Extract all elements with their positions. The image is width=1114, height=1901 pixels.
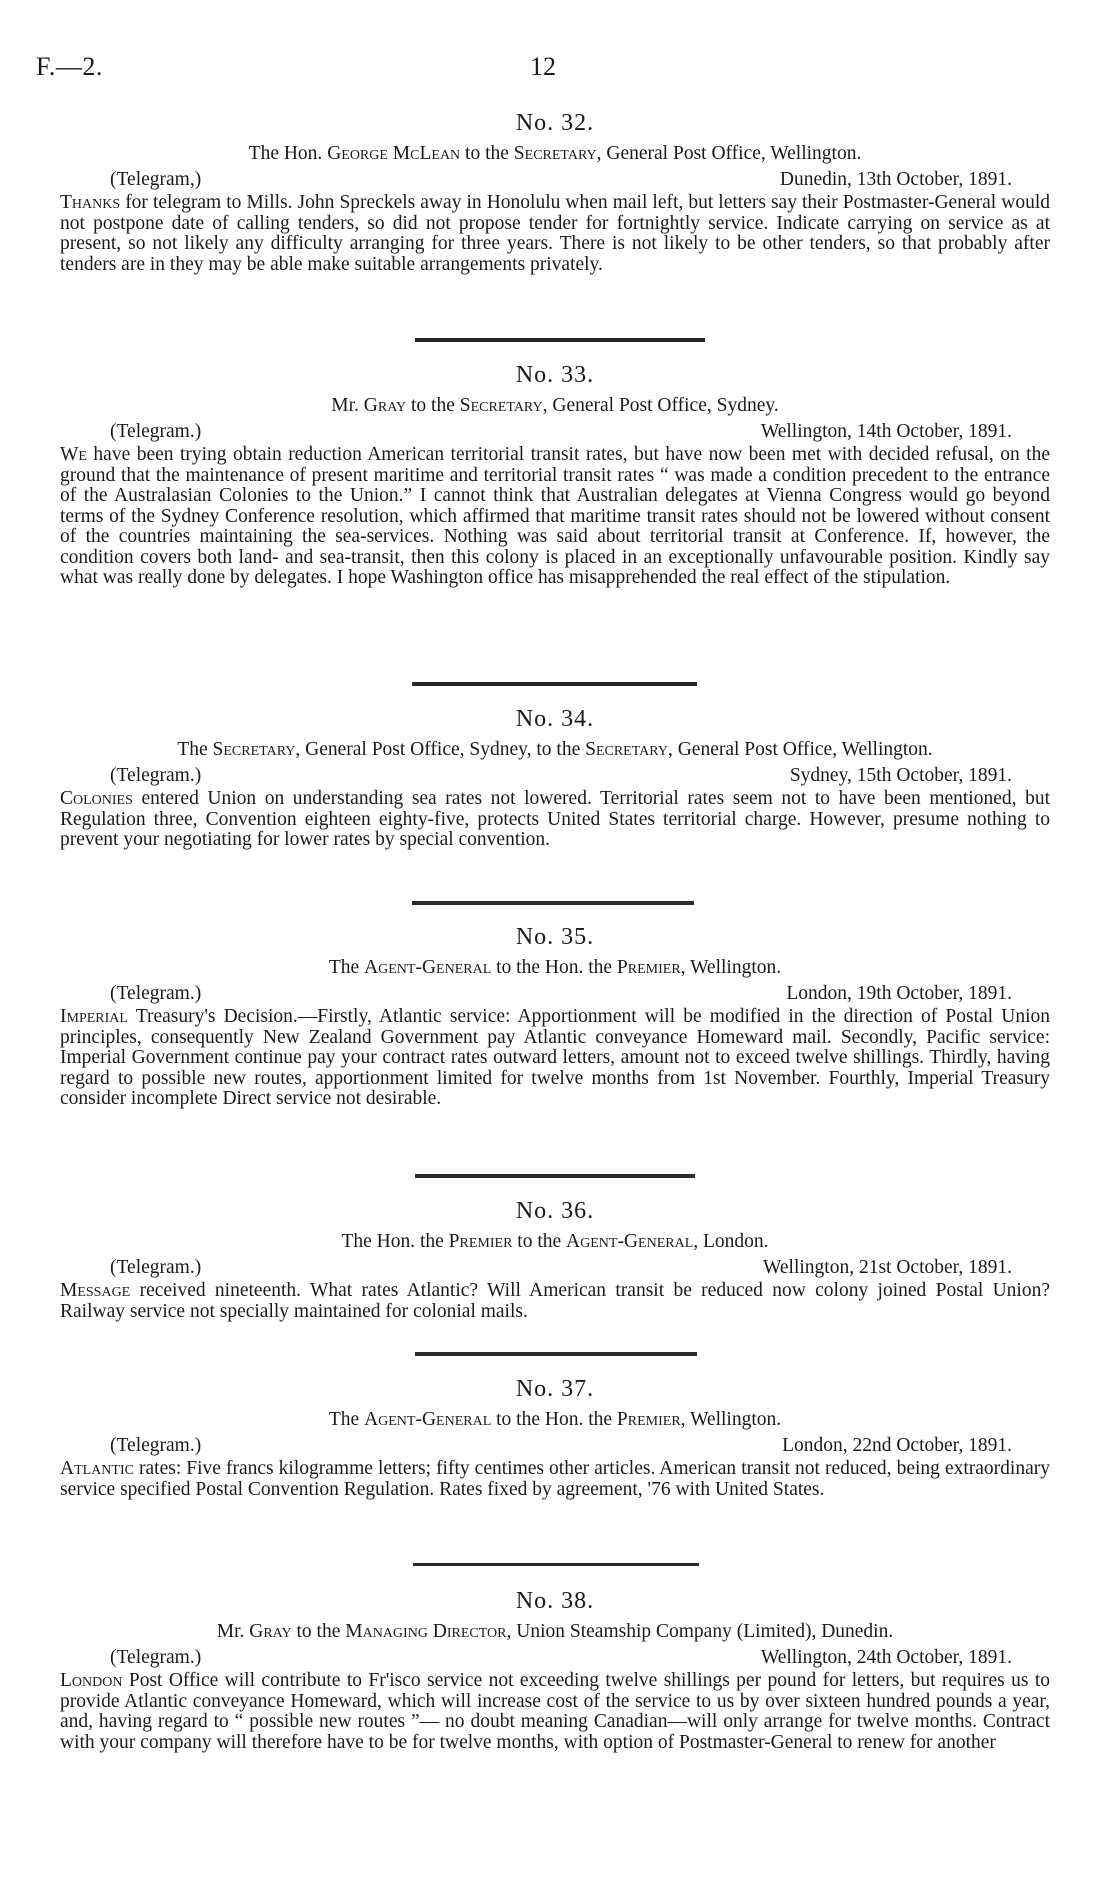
place-date: Dunedin, 13th October, 1891. xyxy=(779,169,1012,190)
telegram-number: No. 36. xyxy=(515,1198,595,1224)
telegram-number: No. 32. xyxy=(515,110,595,136)
telegram-number: No. 33. xyxy=(515,362,595,388)
telegram-correspondents: The Agent-General to the Hon. the Premier, Wellington. xyxy=(328,1409,782,1430)
telegram-label: (Telegram.) xyxy=(110,1257,202,1278)
section-divider xyxy=(415,1352,697,1356)
telegram-section-36 xyxy=(60,1198,1050,1322)
telegram-body: London Post Office will contribute to Fr'isco service not exceeding twelve shillings per pound for letters, but requires us to provide Atlantic conveyance Homeward, which will increase cost of the service to us by over sixteen hundred pounds a year, and, having regard to “ possible new routes ”— no doubt meaning Canadian—will only arrange for twelve months. Contract with your company will therefore have to be for twelve months, with option of Postmaster-General to renew for another xyxy=(60,1670,1050,1753)
telegram-section-35 xyxy=(60,924,1050,1110)
place-date: Wellington, 21st October, 1891. xyxy=(763,1257,1012,1278)
telegram-correspondents: The Secretary, General Post Office, Sydney, to the Secretary, General Post Office, Wellington. xyxy=(177,739,933,760)
telegram-meta xyxy=(60,421,1050,443)
telegram-section-38 xyxy=(60,1588,1050,1753)
telegram-section-34 xyxy=(60,706,1050,851)
page-number: 12 xyxy=(530,52,556,81)
telegram-meta xyxy=(60,765,1050,787)
telegram-correspondents: The Hon. George McLean to the Secretary, General Post Office, Wellington. xyxy=(248,143,862,164)
telegram-body: Message received nineteenth. What rates Atlantic? Will American transit be reduced now colony joined Postal Union? Railway service not specially maintained for colonial mails. xyxy=(60,1280,1050,1322)
telegram-meta xyxy=(60,983,1050,1005)
telegram-meta xyxy=(60,1435,1050,1457)
section-divider xyxy=(415,338,705,342)
section-divider xyxy=(412,901,694,905)
telegram-label: (Telegram.) xyxy=(110,1647,202,1668)
telegram-correspondents: Mr. Gray to the Managing Director, Union Steamship Company (Limited), Dunedin. xyxy=(216,1621,894,1642)
telegram-correspondents: Mr. Gray to the Secretary, General Post Office, Sydney. xyxy=(331,395,779,416)
place-date: London, 19th October, 1891. xyxy=(786,983,1012,1004)
telegram-section-32 xyxy=(60,110,1050,275)
telegram-number: No. 35. xyxy=(515,924,595,950)
telegram-body: Colonies entered Union on understanding sea rates not lowered. Territorial rates seem not to have been mentioned, but Regulation three, Convention eighteen eighty-five, protects United States territorial charge. However, presume nothing to prevent your negotiating for lower rates by special convention. xyxy=(60,788,1050,850)
telegram-label: (Telegram.) xyxy=(110,1435,202,1456)
section-divider xyxy=(413,1563,699,1566)
place-date: London, 22nd October, 1891. xyxy=(782,1435,1012,1456)
telegram-body: Imperial Treasury's Decision.—Firstly, Atlantic service: Apportionment will be modified in the direction of Postal Union principles, consequently New Zealand Government pay Atlantic conveyance Homeward mail. Secondly, Pacific service: Imperial Government continue pay your contract rates outward letters, amount not to exceed twelve shillings. Thirdly, having regard to possible new routes, apportionment limited for twelve months from 1st November. Fourthly, Imperial Treasury consider incomplete Direct service not desirable. xyxy=(60,1006,1050,1109)
section-divider xyxy=(415,1174,695,1178)
telegram-label: (Telegram,) xyxy=(110,169,202,190)
telegram-label: (Telegram.) xyxy=(110,983,202,1004)
section-divider xyxy=(412,682,697,686)
telegram-correspondents: The Agent-General to the Hon. the Premier, Wellington. xyxy=(328,957,782,978)
telegram-meta xyxy=(60,1257,1050,1279)
telegram-label: (Telegram.) xyxy=(110,421,202,442)
telegram-meta xyxy=(60,1647,1050,1669)
telegram-number: No. 38. xyxy=(515,1588,595,1614)
telegram-body: Atlantic rates: Five francs kilogramme letters; fifty centimes other articles. American transit not reduced, being extraordinary service specified Postal Convention Regulation. Rates fixed by agreement, '76 with United States. xyxy=(60,1458,1050,1500)
place-date: Wellington, 14th October, 1891. xyxy=(760,421,1012,442)
telegram-body: Thanks for telegram to Mills. John Spreckels away in Honolulu when mail left, but letters say their Postmaster-General would not postpone date of calling tenders, so did not propose tender for fortnightly service. Indicate carrying on service as at present, so not likely any difficulty arranging for three years. There is not likely to be other tenders, so that probably after tenders are in they may be able make suitable arrangements privately. xyxy=(60,192,1050,275)
telegram-body: We have been trying obtain reduction American territorial transit rates, but have now been met with decided refusal, on the ground that the maintenance of present maritime and territorial transit rates “ was made a condition precedent to the entrance of the Australasian Colonies to the Union.” I cannot think that Australian delegates at Vienna Congress would go beyond terms of the Sydney Conference resolution, which affirmed that maritime transit rates should not be lowered without consent of the countries maintaining the sea-services. Nothing was said about territorial transit at Conference. If, however, the condition covers both land- and sea-transit, then this colony is placed in an exceptionally unfavourable position. Kindly say what was really done by delegates. I hope Washington office has misapprehended the real effect of the stipulation. xyxy=(60,444,1050,588)
telegram-number: No. 37. xyxy=(515,1376,595,1402)
place-date: Wellington, 24th October, 1891. xyxy=(760,1647,1012,1668)
telegram-label: (Telegram.) xyxy=(110,765,202,786)
telegram-meta xyxy=(60,169,1050,191)
telegram-number: No. 34. xyxy=(515,706,595,732)
telegram-correspondents: The Hon. the Premier to the Agent-General, London. xyxy=(341,1231,769,1252)
telegram-section-33 xyxy=(60,362,1050,589)
telegram-section-37 xyxy=(60,1376,1050,1500)
report-code: F.—2. xyxy=(36,52,103,81)
place-date: Sydney, 15th October, 1891. xyxy=(789,765,1012,786)
